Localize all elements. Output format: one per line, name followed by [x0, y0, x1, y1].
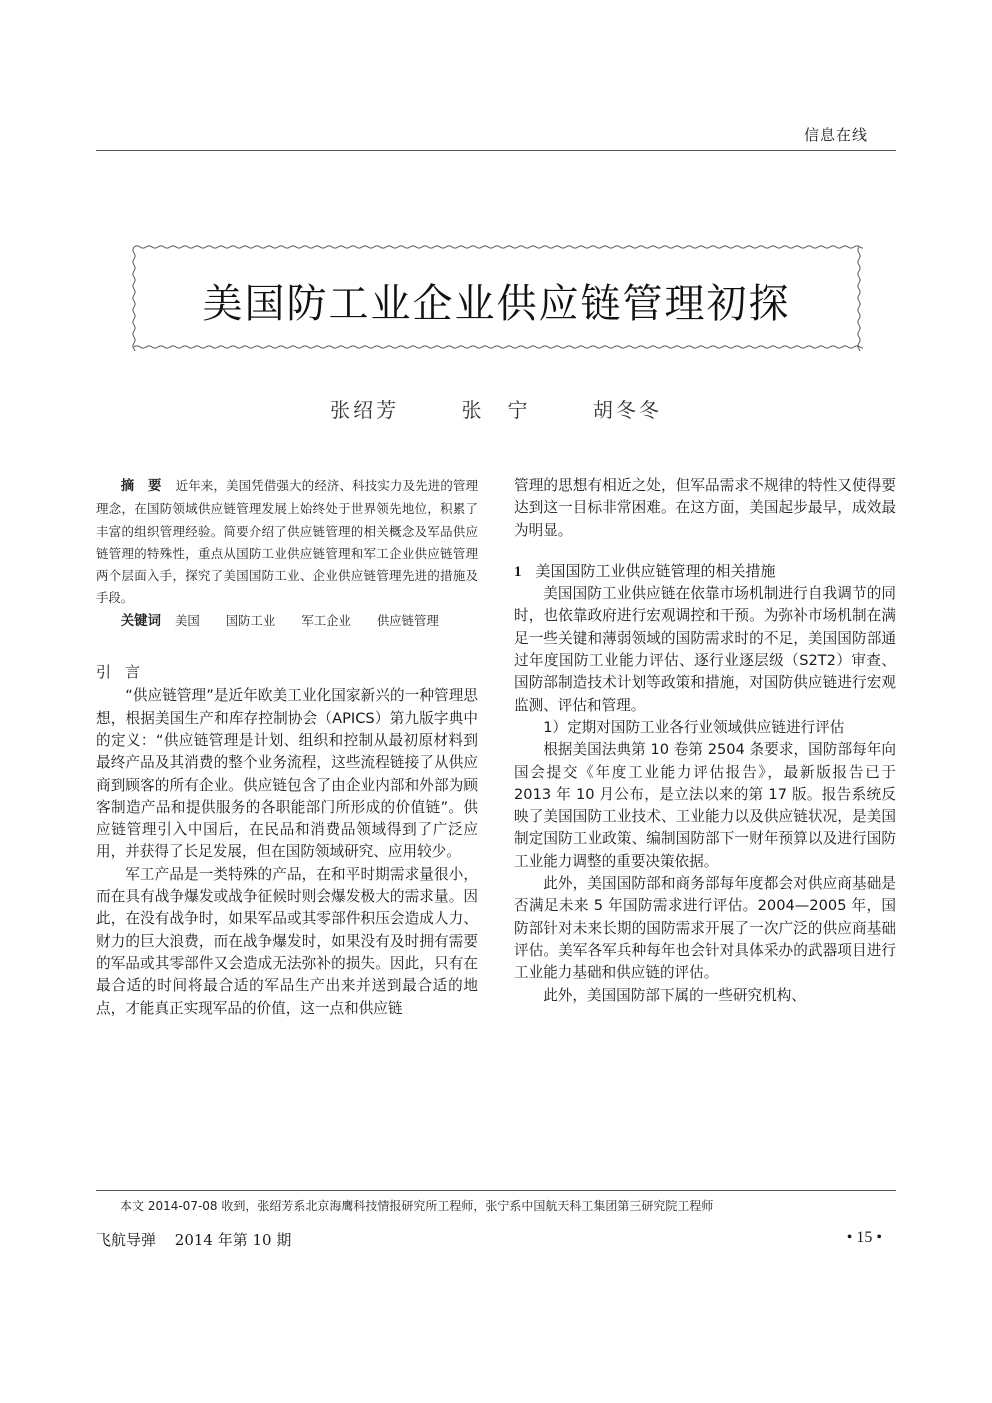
section-tag: 信息在线 — [803, 126, 868, 144]
abstract-label: 摘 要 — [120, 479, 162, 494]
footnote: 本文 2014-07-08 收到，张绍芳系北京海鹰科技情报研究所工程师，张宁系中国航天科工集团第三研究院工程师 — [120, 1199, 714, 1213]
keyword: 美国 — [174, 612, 200, 628]
journal-issue: 2014 年第 10 期 — [174, 1231, 292, 1249]
author: 张绍芳 — [330, 398, 400, 422]
paragraph: 此外，美国国防部下属的一些研究机构、 — [543, 986, 806, 1004]
section-heading — [514, 560, 896, 583]
keyword: 国防工业 — [225, 612, 276, 628]
keyword: 军工企业 — [301, 612, 351, 628]
journal-info — [96, 1229, 305, 1250]
paragraph: 根据美国法典第 10 卷第 2504 条要求，国防部每年向国会提交《年度工业能力评估报告》，最新版报告已于 2013 年 10 月公布，是立法以来的第 17 版。报告系统反映了美国国防工业技术、工业能力以及供应链状况，是美国制定国防工业政策、编制国防部下一财年预算以及进行国防工业能力调整的重要决策依据。 — [514, 741, 896, 870]
subsection-heading: 1）定期对国防工业各行业领域供应链进行评估 — [543, 718, 845, 736]
paragraph-continued: 管理的思想有相近之处，但军品需求不规律的特性又使得要达到这一目标非常困难。在这方面，美国起步最早，成效最为明显。 — [514, 477, 896, 539]
left-column — [96, 475, 478, 1020]
author: 张 宁 — [461, 398, 531, 422]
intro-heading: 引言 — [96, 663, 155, 682]
keyword: 供应链管理 — [376, 612, 439, 628]
section-number: 1 — [514, 563, 522, 580]
keywords — [96, 610, 478, 633]
paragraph: 此外，美国国防部和商务部每年度都会对供应商基础是否满足未来 5 年国防需求进行评估。2004—2005 年，国防部针对未来长期的国防需求开展了一次广泛的供应商基础评估。美军各军兵种每年也会针对具体采办的武器项目进行工业能力基础和供应链的评估。 — [514, 875, 896, 982]
article-title: 美国防工业企业供应链管理初探 — [202, 281, 791, 327]
author: 胡冬冬 — [592, 398, 662, 422]
paragraph: 美国国防工业供应链在依靠市场机制进行自我调节的同时，也依靠政府进行宏观调控和干预。为弥补市场机制在满足一些关键和薄弱领域的国防需求时的不足，美国国防部通过年度国防工业能力评估、逐行业逐层级（S2T2）审查、国防部制造技术计划等政策和措施，对国防供应链进行宏观监测、评估和管理。 — [514, 585, 896, 714]
abstract — [96, 475, 478, 610]
abstract-text: 近年来，美国凭借强大的经济、科技实力及先进的管理理念，在国防领域供应链管理发展上始终处于世界领先地位，积累了丰富的组织管理经验。简要介绍了供应链管理的相关概念及军品供应链管理的特殊性，重点从国防工业供应链管理和军工企业供应链管理两个层面入手，探究了美国国防工业、企业供应链管理先进的措施及手段。 — [96, 478, 479, 606]
footnote-rule — [96, 1190, 896, 1191]
authors — [0, 394, 992, 423]
right-column — [514, 475, 896, 1007]
keywords-label: 关键词 — [120, 613, 161, 629]
paragraph: 军工产品是一类特殊的产品，在和平时期需求量很小，而在具有战争爆发或战争征候时则会爆发极大的需求量。因此，在没有战争时，如果军品或其零部件积压会造成人力、财力的巨大浪费，而在战争爆发时，如果没有及时拥有需要的军品或其零部件又会造成无法弥补的损失。因此，只有在最合适的时间将最合适的军品生产出来并送到最合适的地点，才能真正实现军品的价值，这一点和供应链 — [96, 865, 478, 1017]
header-rule — [96, 150, 896, 151]
page-number: • 15 • — [846, 1229, 882, 1246]
section-title: 美国国防工业供应链管理的相关措施 — [535, 561, 776, 580]
journal-name: 飞航导弹 — [96, 1231, 157, 1249]
paragraph: “供应链管理”是近年欧美工业化国家新兴的一种管理思想，根据美国生产和库存控制协会（APICS）第九版字典中的定义：“供应链管理是计划、组织和控制从最初原材料到最终产品及其消费的整个业务流程，这些流程链接了从供应商到顾客的所有企业。供应链包含了由企业内部和外部为顾客制造产品和提供服务的各职能部门所形成的价值链”。供应链管理引入中国后，在民品和消费品领域得到了广泛应用，并获得了长足发展，但在国防领域研究、应用较少。 — [96, 687, 478, 861]
